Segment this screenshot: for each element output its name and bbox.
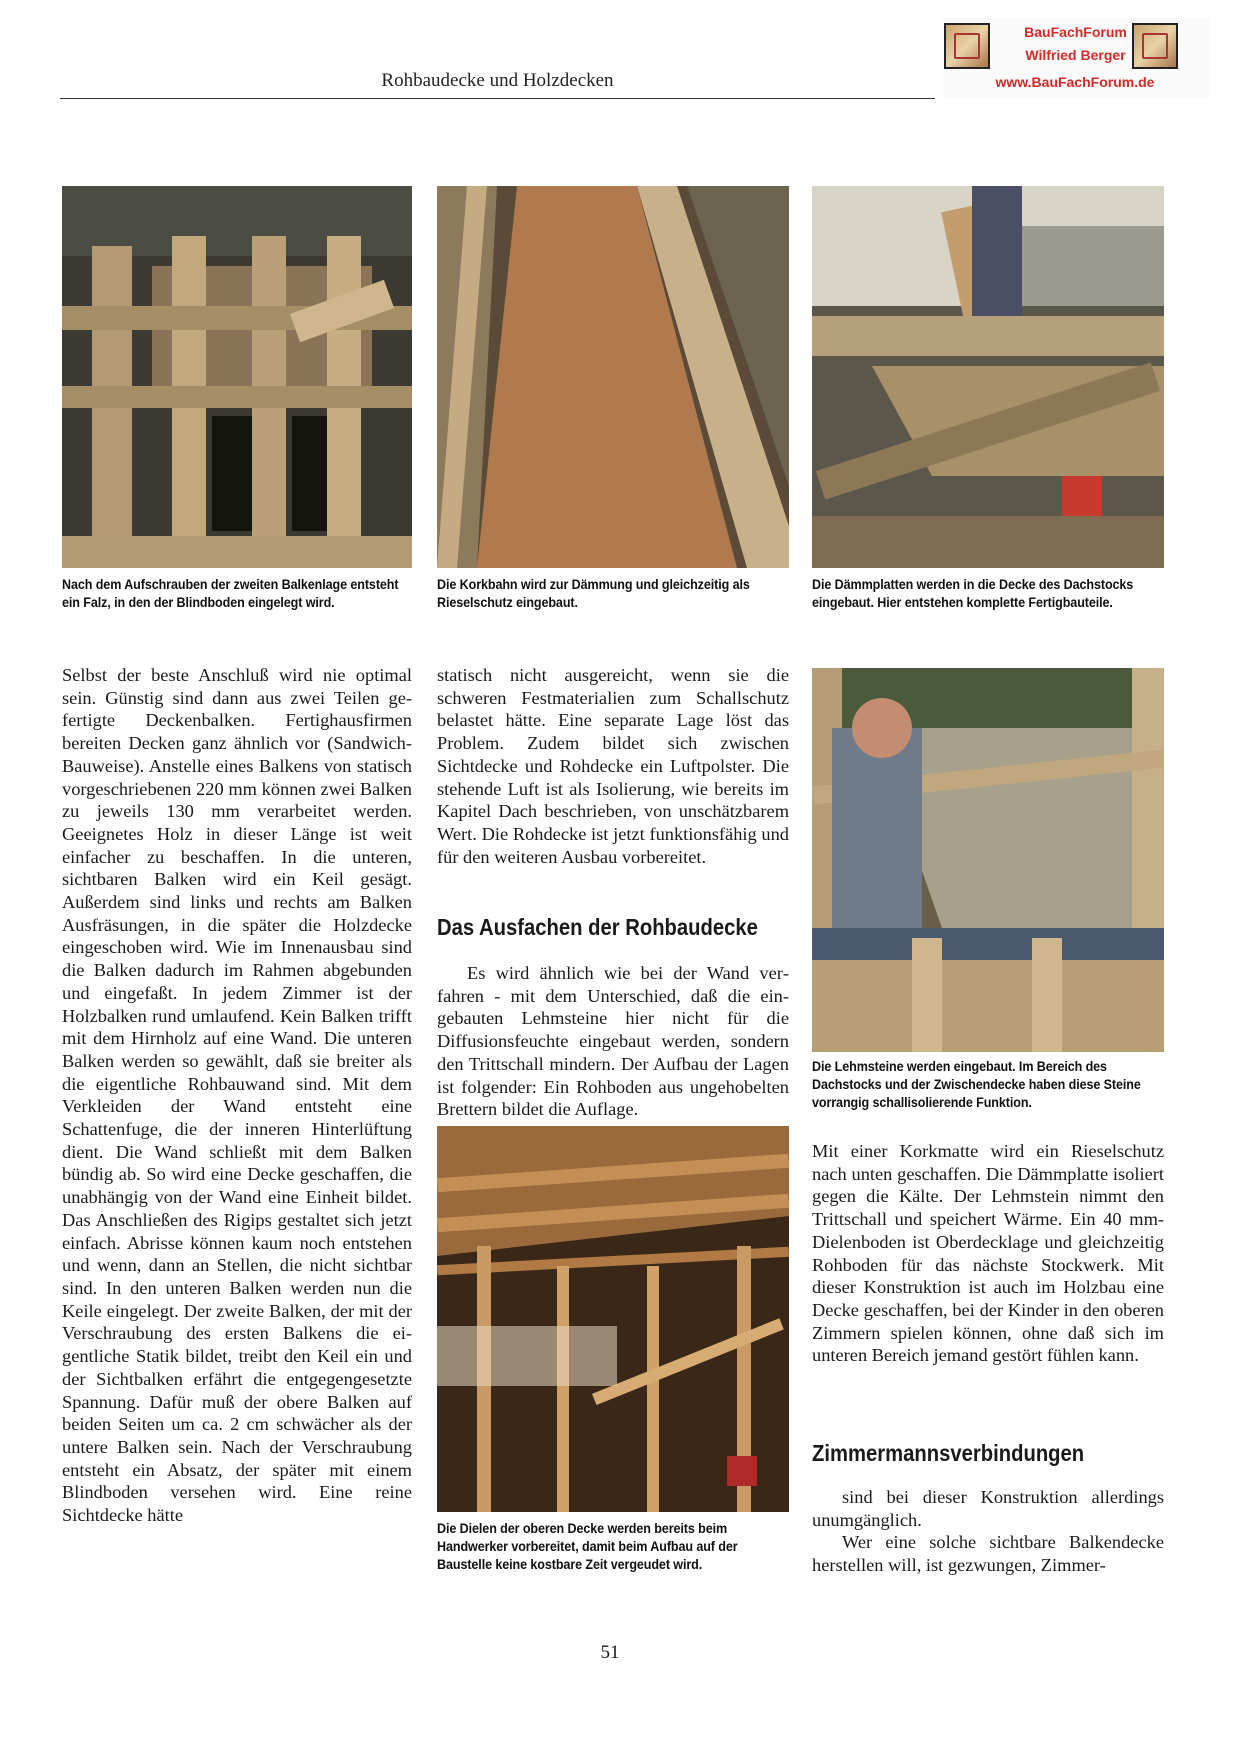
- photo-beams-second-layer: [62, 186, 412, 568]
- column2-paragraph-2: Es wird ähnlich wie bei der Wand verfahren - mit dem Unterschied, daß die eingebauten Lehmsteine hier nicht für die Diffusionsfeuchte eingebaut werden, sondern den Trittschall mindern. Der Aufbau der Lagen ist folgender: Ein Rohboden aus ungehobelten Brettern bildet die Auflage.: [437, 963, 789, 1120]
- column1-body: [62, 664, 412, 1527]
- logo-url: www.BauFachForum.de: [995, 74, 1155, 90]
- running-title: Rohbaudecke und Holzdecken: [381, 70, 614, 91]
- column3-body: [812, 1140, 1164, 1367]
- caption-photo-2: Die Korkbahn wird zur Dämmung und gleichzeitig als Rieselschutz eingebaut.: [437, 577, 750, 610]
- heading-zimmermannsverbindungen: Zimmermannsverbindungen: [812, 1440, 1085, 1466]
- header-rule: [60, 98, 935, 99]
- logo-line1: BauFachForum: [1024, 24, 1127, 40]
- column3-paragraph: Mit einer Korkmatte wird ein Rieselschutz nach unten geschaffen. Die Dämmplatte isoliert gegen die Kälte. Der Lehmstein nimmt den Trittschall und speichert Wärme. Ein 40 mm-Dielenboden ist Oberdecklage und gleichzeitig Rohboden für das nächste Stockwerk. Mit dieser Konstruktion ist auch im Holzbau eine Decke geschaffen, bei der Kinder in den oberen Zimmern spielen können, ohne daß sich im unteren Bereich jemand gestört fühlen kann.: [812, 1141, 1164, 1366]
- caption-photo-1: Nach dem Aufschrauben der zweiten Balkenlage entsteht ein Falz, in den der Blindboden eingelegt wird.: [62, 577, 399, 610]
- column1-paragraph: Selbst der beste Anschluß wird nie optimal sein. Günstig sind dann aus zwei Teilen gefertigte Deckenbalken. Fertighausfirmen bereiten Decken ganz ähnlich vor (Sandwich-Bauweise). Anstelle eines Balkens von statisch vorgeschriebenen 220 mm können zwei Balken zu jeweils 130 mm verarbeitet werden. Geeignetes Holz in dieser Länge ist weit einfacher zu beschaffen. In die unteren, sichtbaren Balken wird ein Keil gesägt. Außerdem sind links und rechts am Balken Ausfräsungen, in die später die Holzdecke eingeschoben wird. Wie im Innenausbau sind die Balken dadurch im Rahmen abgebunden und eingefaßt. In jedem Zimmer ist der Holzbalken rund umlaufend. Kein Balken trifft mit dem Hirnholz auf eine Wand. Die unteren Balken werden so gewählt, daß sie breiter als die eigentliche Rohbauwand sind. Mit dem Verkleiden der Wand entsteht eine Schattenfuge, die der inneren Hinterlüftung dient. Die Wand schließt mit dem Balken bündig ab. So wird eine Decke geschaffen, die unabhängig von der Wand eine Einheit bildet. Das Anschließen des Rigips gestaltet sich jetzt einfach. Abrisse können kaum noch entstehen und wenn, dann an Stellen, die nicht sichtbar sind. In den unteren Balken werden nun die Keile eingelegt. Der zweite Balken, der mit der Verschraubung des ersten Balkens die eigentliche Statik bildet, treibt den Keil ein und der Sichtbalken erfährt die entgegengesetzte Spannung. Dafür muß der obere Balken auf beiden Seiten um ca. 2 cm schwächer als der untere Balken sein. Nach der Verschraubung entsteht ein Absatz, der später mit einem Blindboden versehen wird. Eine reine Sichtdecke hätte: [62, 665, 412, 1526]
- photo-upper-ceiling-planks: [437, 1126, 789, 1512]
- column2-body-2: [437, 962, 789, 1121]
- column3-body-2: [812, 1486, 1164, 1577]
- column3-paragraph-3: Wer eine solche sichtbare Balkendecke herstellen will, ist gezwungen, Zimmer-: [812, 1532, 1164, 1576]
- bfachforum-logo: [940, 18, 1210, 98]
- logo-right-icon: [1132, 23, 1178, 69]
- caption-photo-5: Die Dielen der oberen Decke werden bereits beim Handwerker vorbereitet, damit beim Aufbau auf der Baustelle keine kostbare Zeit vergeudet wird.: [437, 1521, 738, 1572]
- column3-paragraph-2: sind bei dieser Konstruktion allerdings unumgänglich.: [812, 1487, 1164, 1530]
- photo-clay-bricks: [812, 668, 1164, 1052]
- column2-paragraph: statisch nicht ausgereicht, wenn sie die schweren Festmaterialien zum Schallschutz belastet hätte. Eine separate Lage löst das Problem. Zudem bildet sich zwischen Sichtdecke und Rohdecke ein Luftpolster. Die stehende Luft ist als Isolierung, wie bereits im Kapitel Dach beschrieben, von unschätzbarem Wert. Die Rohdecke ist jetzt funktionsfähig und für den weiteren Ausbau vorbereitet.: [437, 665, 789, 867]
- caption-photo-3: Die Dämmplatten werden in die Decke des Dachstocks eingebaut. Hier entstehen komplette Fertigbauteile.: [812, 577, 1134, 610]
- caption-photo-4: Die Lehmsteine werden eingebaut. Im Bereich des Dachstocks und der Zwischendecke haben diese Steine vorrangig schallisolierende Funktion.: [812, 1059, 1141, 1110]
- heading-ausfachen: Das Ausfachen der Rohbaudecke: [437, 914, 758, 940]
- photo-cork-layer: [437, 186, 789, 568]
- page-number: 51: [600, 1642, 620, 1663]
- column2-body: [437, 664, 789, 868]
- logo-left-icon: [944, 23, 990, 69]
- logo-line2: Wilfried Berger: [1025, 47, 1126, 63]
- photo-insulation-panels: [812, 186, 1164, 568]
